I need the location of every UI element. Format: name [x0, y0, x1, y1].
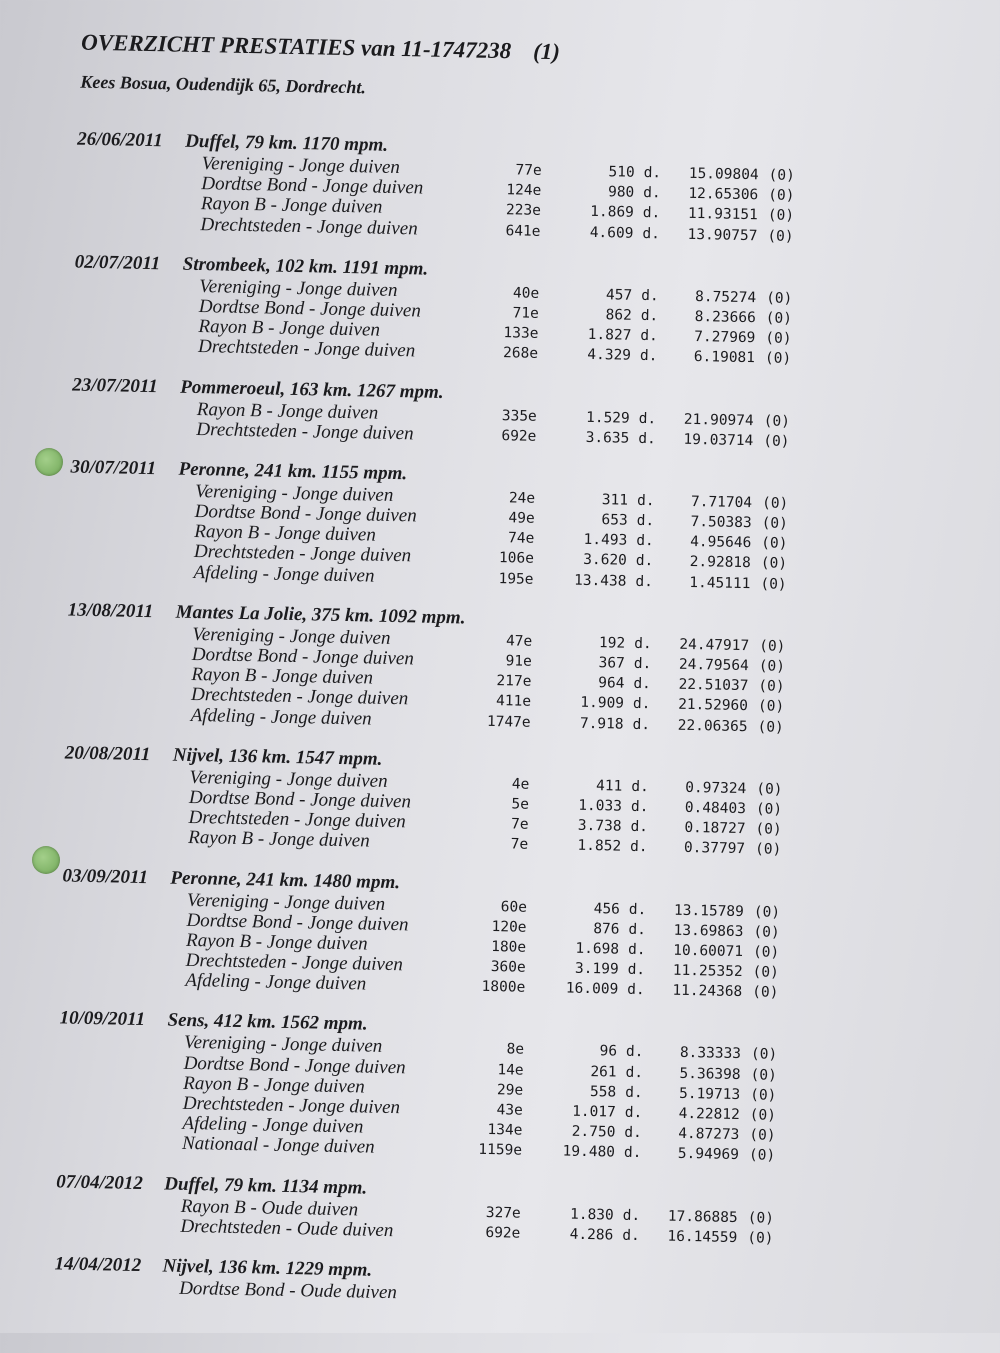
count-suffix: d. — [640, 328, 659, 345]
result-code: (0) — [747, 1229, 774, 1247]
race-date: 14/04/2012 — [54, 1253, 142, 1277]
result-place: 134e — [487, 1122, 523, 1139]
result-percentage: 4.95646 — [689, 534, 752, 552]
result-place: 74e — [507, 530, 535, 548]
result-category: Drechtsteden - Jonge duiven — [188, 807, 406, 833]
result-category: Nationaal - Jonge duiven — [181, 1133, 375, 1159]
race-date: 30/07/2011 — [70, 456, 157, 480]
result-count: 1.909 — [580, 695, 625, 713]
result-place: 106e — [498, 550, 535, 568]
race-date: 23/07/2011 — [72, 374, 159, 397]
result-place: 411e — [495, 693, 532, 711]
result-category: Drechtsteden - Jonge duiven — [196, 418, 414, 445]
result-category: Drechtsteden - Jonge duiven — [193, 541, 412, 567]
result-code: (0) — [756, 781, 783, 798]
count-suffix: d. — [625, 1064, 644, 1081]
result-category: Afdeling - Jonge duiven — [193, 561, 375, 587]
result-category: Vereniging - Jonge duiven — [199, 275, 398, 301]
result-percentage: 8.23666 — [694, 308, 756, 327]
result-place: 5e — [511, 796, 530, 813]
result-code: (0) — [750, 1046, 778, 1064]
count-suffix: d. — [641, 287, 659, 305]
result-place: 77e — [515, 162, 542, 179]
result-percentage: 7.27969 — [694, 329, 756, 347]
result-count: 16.009 — [565, 980, 619, 998]
count-suffix: d. — [625, 1044, 644, 1061]
result-percentage: 21.52960 — [677, 697, 749, 715]
result-count: 1.852 — [577, 838, 622, 855]
result-count: 7.918 — [579, 715, 624, 733]
result-code: (0) — [750, 1087, 777, 1104]
result-percentage: 12.65306 — [688, 186, 759, 204]
result-count: 510 — [608, 164, 635, 181]
result-category: Afdeling - Jonge duiven — [190, 704, 372, 730]
result-count: 1.698 — [575, 940, 620, 958]
result-place: 268e — [502, 345, 539, 363]
count-suffix: d. — [635, 573, 654, 590]
result-code: (0) — [764, 350, 792, 368]
result-percentage: 7.71704 — [690, 493, 753, 512]
result-count: 1.830 — [569, 1206, 614, 1224]
result-percentage: 8.33333 — [679, 1045, 742, 1063]
count-suffix: d. — [623, 1145, 642, 1162]
count-suffix: d. — [631, 778, 649, 795]
result-place: 60e — [500, 898, 528, 916]
result-place: 47e — [505, 633, 533, 650]
document-title — [81, 30, 560, 66]
result-percentage: 15.09804 — [688, 165, 759, 184]
race-info: Peronne, 241 km. 1480 mpm. — [170, 867, 401, 893]
race-block — [0, 249, 995, 374]
result-category: Rayon B - Jonge duiven — [200, 193, 383, 219]
result-code: (0) — [748, 1147, 776, 1165]
result-count: 3.738 — [577, 817, 622, 835]
result-category: Vereniging - Jonge duiven — [183, 1032, 383, 1058]
result-code: (0) — [752, 964, 779, 981]
result-count: 261 — [590, 1063, 617, 1081]
result-place: 14e — [497, 1061, 524, 1079]
race-date: 20/08/2011 — [64, 742, 151, 765]
result-place: 335e — [501, 407, 537, 425]
result-percentage: 16.14559 — [667, 1228, 738, 1246]
result-place: 7e — [510, 836, 529, 854]
count-suffix: d. — [622, 1207, 641, 1224]
result-category: Vereniging - Jonge duiven — [201, 153, 401, 179]
count-suffix: d. — [633, 676, 652, 693]
result-category: Rayon B - Jonge duiven — [196, 398, 379, 424]
race-info: Peronne, 241 km. 1155 mpm. — [178, 458, 408, 485]
result-code: (0) — [767, 228, 794, 245]
race-block — [0, 126, 997, 251]
result-category: Dordtse Bond - Jonge duiven — [194, 501, 417, 527]
result-count: 4.329 — [587, 347, 632, 365]
count-suffix: d. — [632, 716, 651, 733]
result-count: 311 — [601, 492, 629, 509]
result-place: 124e — [506, 182, 542, 200]
result-count: 192 — [598, 634, 626, 652]
result-count: 456 — [593, 900, 621, 918]
result-percentage: 13.69863 — [673, 922, 744, 940]
result-category: Rayon B - Oude duiven — [180, 1195, 359, 1220]
count-suffix: d. — [628, 901, 647, 918]
result-count: 876 — [593, 920, 620, 938]
result-percentage: 13.15789 — [673, 902, 745, 920]
result-place: 180e — [491, 938, 527, 956]
result-percentage: 2.92818 — [689, 554, 751, 572]
result-category: Dordtse Bond - Jonge duiven — [201, 173, 424, 199]
result-percentage: 11.25352 — [672, 962, 743, 981]
result-count: 411 — [595, 777, 623, 795]
result-code: (0) — [753, 923, 780, 941]
result-count: 1.869 — [590, 204, 635, 222]
result-category: Drechtsteden - Jonge duiven — [185, 949, 404, 976]
result-percentage: 21.90974 — [683, 411, 754, 429]
result-count: 653 — [601, 512, 628, 529]
result-percentage: 5.19713 — [678, 1085, 741, 1103]
result-percentage: 8.75274 — [694, 288, 757, 306]
result-percentage: 7.50383 — [690, 514, 752, 532]
count-suffix: d. — [633, 655, 652, 673]
result-count: 96 — [599, 1043, 618, 1061]
result-count: 1.493 — [583, 532, 628, 549]
result-code: (0) — [755, 801, 783, 818]
race-date: 13/08/2011 — [67, 599, 154, 623]
title-text: OVERZICHT PRESTATIES van 11-1747238 — [80, 29, 512, 64]
result-code: (0) — [757, 718, 784, 736]
result-count: 964 — [598, 675, 625, 692]
punch-hole — [35, 448, 63, 476]
result-place: 1747e — [486, 713, 531, 731]
result-code: (0) — [758, 658, 786, 675]
count-suffix: d. — [636, 512, 655, 530]
result-category: Rayon B - Jonge duiven — [188, 827, 370, 852]
result-percentage: 0.18727 — [684, 820, 746, 838]
result-percentage: 24.79564 — [678, 656, 749, 675]
result-count: 862 — [605, 307, 632, 324]
result-count: 2.750 — [571, 1123, 616, 1141]
result-count: 4.609 — [589, 224, 634, 242]
result-category: Dordtse Bond - Jonge duiven — [188, 786, 412, 813]
result-code: (0) — [761, 515, 789, 532]
race-date: 02/07/2011 — [74, 251, 161, 275]
result-place: 692e — [501, 427, 537, 445]
result-percentage: 11.24368 — [672, 982, 743, 1001]
result-place: 217e — [496, 673, 532, 690]
result-category: Dordtse Bond - Jonge duiven — [198, 295, 422, 322]
result-code: (0) — [759, 638, 786, 655]
result-code: (0) — [765, 330, 792, 348]
count-suffix: d. — [628, 921, 647, 938]
race-block — [0, 862, 982, 1007]
result-count: 3.620 — [583, 552, 628, 570]
result-percentage: 1.45111 — [689, 574, 751, 592]
result-code: (0) — [760, 576, 787, 593]
result-percentage: 5.36398 — [679, 1065, 741, 1083]
count-suffix: d. — [640, 307, 659, 325]
result-count: 558 — [589, 1083, 617, 1101]
result-place: 91e — [505, 653, 532, 670]
result-percentage: 0.37797 — [683, 840, 746, 858]
count-suffix: d. — [634, 635, 652, 653]
result-code: (0) — [758, 678, 785, 696]
count-suffix: d. — [642, 205, 661, 222]
race-info: Duffel, 79 km. 1170 mpm. — [184, 130, 389, 156]
result-category: Drechtsteden - Jonge duiven — [182, 1092, 401, 1119]
count-suffix: d. — [622, 1227, 640, 1244]
count-suffix: d. — [625, 1084, 643, 1101]
count-suffix: d. — [629, 839, 648, 856]
race-block — [0, 1168, 976, 1252]
owner-line: Kees Bosua, Oudendijk 65, Dordrecht. — [80, 71, 367, 98]
result-category: Vereniging - Jonge duiven — [189, 766, 388, 792]
result-place: 223e — [505, 202, 542, 220]
result-category: Vereniging - Jonge duiven — [186, 889, 386, 915]
result-code: (0) — [752, 984, 779, 1002]
race-info: Strombeek, 102 km. 1191 mpm. — [182, 253, 429, 280]
result-place: 4e — [511, 776, 530, 793]
result-percentage: 19.03714 — [683, 431, 754, 449]
count-suffix: d. — [630, 818, 649, 836]
result-count: 1.033 — [578, 797, 623, 815]
result-code: (0) — [755, 821, 782, 838]
count-suffix: d. — [642, 225, 661, 242]
result-count: 4.286 — [569, 1226, 614, 1244]
result-category: Dordtse Bond - Jonge duiven — [183, 1052, 406, 1078]
result-count: 980 — [607, 184, 635, 201]
result-code: (0) — [760, 555, 788, 573]
count-suffix: d. — [627, 982, 645, 999]
result-code: (0) — [749, 1107, 777, 1124]
result-percentage: 24.47917 — [679, 636, 750, 654]
race-info: Nijvel, 136 km. 1229 mpm. — [162, 1255, 373, 1281]
count-suffix: d. — [636, 533, 654, 550]
result-percentage: 4.87273 — [678, 1126, 740, 1144]
result-percentage: 11.93151 — [687, 206, 758, 224]
result-category: Rayon B - Jonge duiven — [198, 316, 381, 341]
race-list — [0, 126, 997, 1333]
result-place: 49e — [508, 510, 535, 527]
result-percentage: 6.19081 — [693, 349, 756, 367]
result-code: (0) — [765, 310, 793, 327]
result-place: 641e — [505, 222, 541, 240]
race-date: 26/06/2011 — [77, 128, 163, 152]
result-count: 1.529 — [585, 409, 630, 427]
result-category: Drechtsteden - Jonge duiven — [190, 684, 409, 710]
result-percentage: 13.90757 — [687, 226, 758, 244]
result-place: 133e — [503, 325, 539, 342]
result-code: (0) — [761, 495, 789, 512]
race-block — [0, 371, 992, 455]
race-block — [0, 597, 988, 742]
result-category: Drechtsteden - Jonge duiven — [197, 336, 416, 362]
count-suffix: d. — [627, 961, 646, 979]
result-place: 692e — [485, 1224, 521, 1242]
result-category: Drechtsteden - Oude duiven — [180, 1215, 394, 1241]
result-percentage: 22.06365 — [677, 717, 748, 735]
result-place: 43e — [496, 1102, 523, 1119]
result-category: Dordtse Bond - Oude duiven — [178, 1277, 398, 1304]
result-count: 457 — [605, 286, 633, 304]
result-count: 3.199 — [574, 960, 619, 978]
result-category: Rayon B - Jonge duiven — [194, 521, 377, 546]
result-code: (0) — [749, 1127, 776, 1144]
result-place: 29e — [496, 1082, 524, 1099]
result-place: 1159e — [478, 1142, 523, 1160]
result-count: 1.017 — [571, 1103, 616, 1121]
count-suffix: d. — [643, 185, 661, 202]
result-code: (0) — [757, 698, 785, 716]
result-percentage: 17.86885 — [667, 1208, 738, 1226]
race-block — [0, 1005, 980, 1170]
result-percentage: 4.22812 — [678, 1105, 740, 1124]
result-category: Rayon B - Jonge duiven — [185, 929, 368, 955]
count-suffix: d. — [632, 696, 651, 713]
result-code: (0) — [752, 944, 780, 961]
result-category: Afdeling - Jonge duiven — [185, 970, 367, 995]
race-info: Duffel, 79 km. 1134 mpm. — [164, 1173, 368, 1199]
race-info: Sens, 412 km. 1562 mpm. — [167, 1010, 368, 1036]
count-suffix: d. — [643, 164, 662, 182]
result-place: 8e — [506, 1041, 525, 1059]
result-code: (0) — [768, 187, 795, 205]
result-place: 327e — [485, 1204, 521, 1222]
count-suffix: d. — [624, 1124, 643, 1142]
result-code: (0) — [753, 903, 781, 921]
race-info: Pommeroeul, 163 km. 1267 mpm. — [180, 376, 444, 403]
result-place: 40e — [512, 285, 540, 302]
race-block — [0, 740, 985, 865]
result-percentage: 5.94969 — [677, 1146, 740, 1164]
race-date: 03/09/2011 — [62, 864, 149, 888]
result-place: 24e — [508, 490, 536, 507]
result-code: (0) — [754, 841, 782, 859]
race-date: 07/04/2012 — [56, 1170, 144, 1194]
result-category: Afdeling - Jonge duiven — [182, 1113, 364, 1138]
result-category: Drechtsteden - Jonge duiven — [200, 213, 418, 239]
count-suffix: d. — [627, 941, 646, 959]
result-place: 360e — [490, 959, 526, 976]
result-percentage: 10.60071 — [673, 942, 744, 960]
result-category: Vereniging - Jonge duiven — [192, 623, 391, 649]
result-count: 3.635 — [585, 429, 630, 447]
result-count: 367 — [598, 655, 625, 672]
count-suffix: d. — [638, 430, 656, 447]
result-code: (0) — [766, 290, 793, 307]
punch-hole — [32, 846, 60, 874]
result-code: (0) — [761, 535, 788, 553]
race-info: Nijvel, 136 km. 1547 mpm. — [172, 744, 383, 770]
result-category: Rayon B - Jonge duiven — [183, 1072, 365, 1098]
page-number: (1) — [532, 38, 561, 65]
count-suffix: d. — [624, 1104, 643, 1122]
result-percentage: 0.97324 — [685, 779, 747, 797]
result-code: (0) — [767, 207, 795, 225]
result-place: 1800e — [481, 979, 526, 996]
count-suffix: d. — [636, 492, 655, 510]
count-suffix: d. — [635, 553, 654, 570]
result-count: 1.827 — [587, 326, 632, 344]
result-code: (0) — [763, 412, 791, 430]
result-category: Vereniging - Jonge duiven — [194, 480, 394, 506]
race-block — [0, 1251, 975, 1315]
result-percentage: 0.48403 — [684, 799, 747, 818]
result-place: 195e — [498, 570, 534, 588]
result-count: 19.480 — [562, 1143, 616, 1161]
result-category: Rayon B - Jonge duiven — [191, 664, 374, 689]
count-suffix: d. — [638, 410, 657, 427]
race-block — [0, 454, 991, 599]
result-code: (0) — [750, 1066, 777, 1084]
result-place: 71e — [512, 305, 539, 322]
result-count: 13.438 — [573, 572, 627, 590]
result-code: (0) — [763, 433, 790, 450]
result-place: 7e — [510, 816, 529, 833]
result-place: 120e — [491, 918, 527, 936]
race-info: Mantes La Jolie, 375 km. 1092 mpm. — [175, 601, 466, 629]
count-suffix: d. — [630, 798, 649, 816]
result-category: Dordtse Bond - Jonge duiven — [191, 643, 415, 670]
result-percentage: 22.51037 — [678, 676, 749, 695]
result-category: Dordtse Bond - Jonge duiven — [186, 909, 409, 936]
race-date: 10/09/2011 — [59, 1007, 146, 1031]
result-code: (0) — [768, 167, 795, 184]
count-suffix: d. — [639, 348, 658, 365]
result-code: (0) — [747, 1209, 775, 1227]
